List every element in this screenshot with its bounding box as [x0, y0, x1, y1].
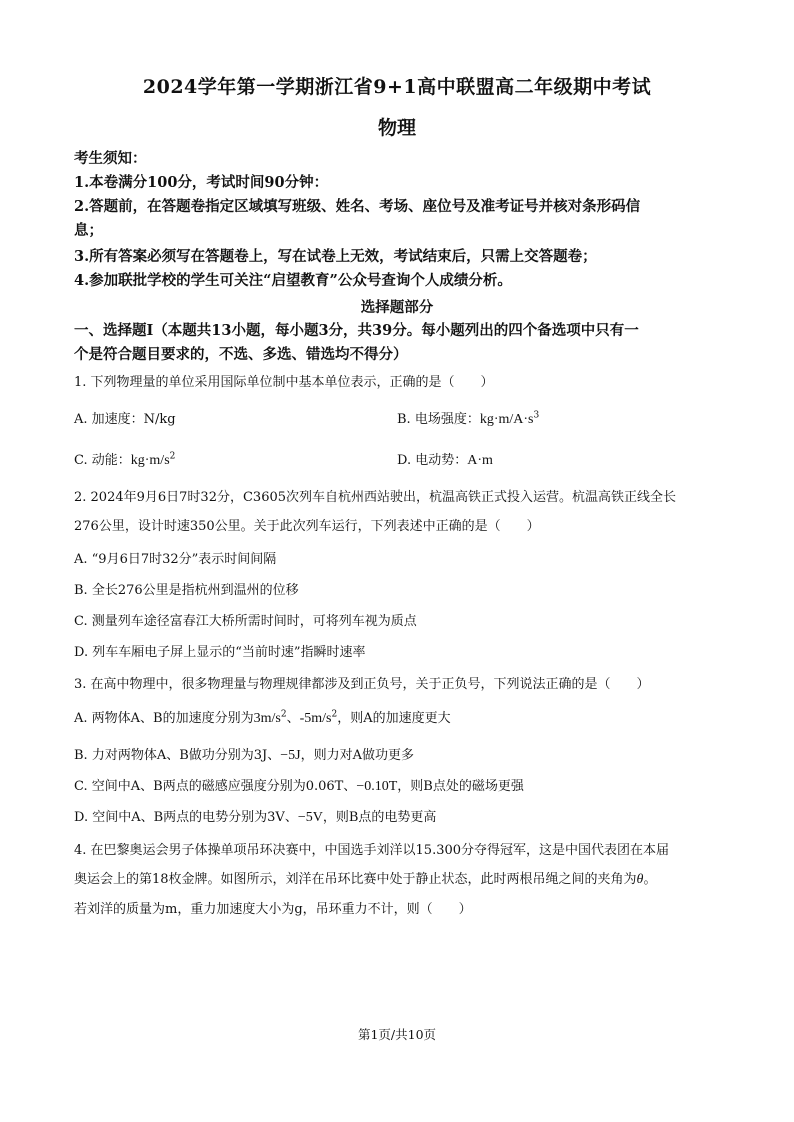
page-number: 第1页/共10页	[357, 1027, 437, 1042]
q1-option-d-text: D. 电动势：	[397, 453, 468, 468]
section-title: 选择题部分	[360, 299, 434, 316]
q3-option-a-value-1: 3m/s	[253, 711, 281, 726]
q4-theta-symbol: θ	[636, 872, 644, 887]
q2-option-c: C. 测量列车途径富春江大桥所需时间时，可将列车视为质点	[74, 614, 417, 629]
q1-option-b	[397, 410, 539, 430]
q3-option-c-value: −0.10T	[356, 779, 398, 794]
q4-stem-2-post: 。	[643, 872, 657, 887]
q2-stem-1: 2. 2024年9月6日7时32分，C3605次列车自杭州西站驶出，杭温高铁正式投入运营。杭温高铁正线全长	[74, 490, 677, 505]
section-instruction-2: 个是符合题目要求的，不选、多选、错选均不得分）	[74, 346, 408, 363]
q4-stem-1: 4. 在巴黎奥运会男子体操单项吊环决赛中，中国选手刘洋以15.300分夺得冠军，这是中国代表团在本届	[74, 843, 670, 858]
q3-option-b-post: ，则力对A做功更多	[300, 748, 414, 763]
q1-option-a	[74, 410, 176, 430]
q3-option-c	[74, 777, 734, 797]
q2-option-d: D. 列车车厢电子屏上显示的“当前时速”指瞬时速率	[74, 645, 366, 660]
q1-option-b-text: B. 电场强度：	[397, 412, 480, 427]
q3-stem: 3. 在高中物理中，很多物理量与物理规律都涉及到正负号，关于正负号，下列说法正确的是（ ）	[74, 677, 650, 692]
q3-option-a-sep: 、	[286, 711, 300, 726]
q1-option-a-text: A. 加速度：N/kg	[74, 412, 176, 427]
notice-heading: 考生须知：	[74, 150, 147, 167]
q1-option-c	[74, 451, 175, 471]
q1-option-c-text: C. 动能：	[74, 453, 131, 468]
q4-stem-2-text: 奥运会上的第18枚金牌。如图所示，刘洋在吊环比赛中处于静止状态，此时两根吊绳之间的夹角为	[74, 872, 637, 887]
section-instruction-1: 一、选择题Ⅰ（本题共13小题，每小题3分，共39分。每小题列出的四个备选项中只有一	[74, 322, 639, 339]
q1-option-b-exp: 3	[533, 410, 540, 421]
q3-option-c-post: ，则B点处的磁场更强	[397, 779, 524, 794]
subject-title: 物理	[377, 117, 416, 139]
q2-option-b: B. 全长276公里是指杭州到温州的位移	[74, 583, 299, 598]
q1-option-c-unit: kg·m/s	[130, 453, 170, 468]
q4-stem-2	[74, 870, 734, 890]
notice-item-1: 1.本卷满分100分，考试时间90分钟：	[74, 174, 329, 191]
notice-item-3: 3.所有答案必须写在答题卷上，写在试卷上无效，考试结束后，只需上交答题卷；	[74, 248, 597, 265]
notice-item-2-cont: 息；	[74, 222, 103, 239]
q3-option-a-value-2: -5m/s	[299, 711, 332, 726]
q3-option-d	[74, 808, 734, 828]
notice-item-2: 2.答题前，在答题卷指定区域填写班级、姓名、考场、座位号及准考证号并核对条形码信	[74, 198, 641, 215]
q3-option-a	[74, 709, 734, 729]
q3-option-d-text: D. 空间中A、B两点的电势分别为3V、	[74, 810, 298, 825]
q3-option-b	[74, 746, 734, 766]
q1-option-d-unit: A·m	[467, 453, 493, 468]
q2-stem-2: 276公里，设计时速350公里。关于此次列车运行，下列表述中正确的是（ ）	[74, 519, 540, 534]
exam-title: 2024学年第一学期浙江省9+1高中联盟高二年级期中考试	[142, 76, 652, 98]
q3-option-a-text: A. 两物体A、B的加速度分别为	[74, 711, 254, 726]
q3-option-d-value: −5V	[297, 810, 323, 825]
q1-stem: 1. 下列物理量的单位采用国际单位制中基本单位表示，正确的是（ ）	[74, 375, 494, 390]
q4-stem-3: 若刘洋的质量为m，重力加速度大小为g，吊环重力不计，则（ ）	[74, 902, 472, 917]
q1-option-d	[397, 451, 493, 471]
q3-option-b-value: −5J	[280, 748, 301, 763]
q1-option-c-exp: 2	[169, 451, 176, 462]
q3-option-a-exp-2: 2	[331, 709, 338, 720]
q3-option-d-post: ，则B点的电势更高	[322, 810, 437, 825]
q3-option-a-post: ，则A的加速度更大	[337, 711, 451, 726]
q3-option-c-text: C. 空间中A、B两点的磁感应强度分别为0.06T、	[74, 779, 357, 794]
q3-option-a-exp-1: 2	[280, 709, 287, 720]
q2-option-a: A. “9月6日7时32分”表示时间间隔	[74, 552, 277, 567]
q1-option-b-unit: kg·m/A·s	[479, 412, 534, 427]
q3-option-b-text: B. 力对两物体A、B做功分别为3J、	[74, 748, 281, 763]
notice-item-4: 4.参加联批学校的学生可关注“启望教育”公众号查询个人成绩分析。	[74, 272, 512, 289]
